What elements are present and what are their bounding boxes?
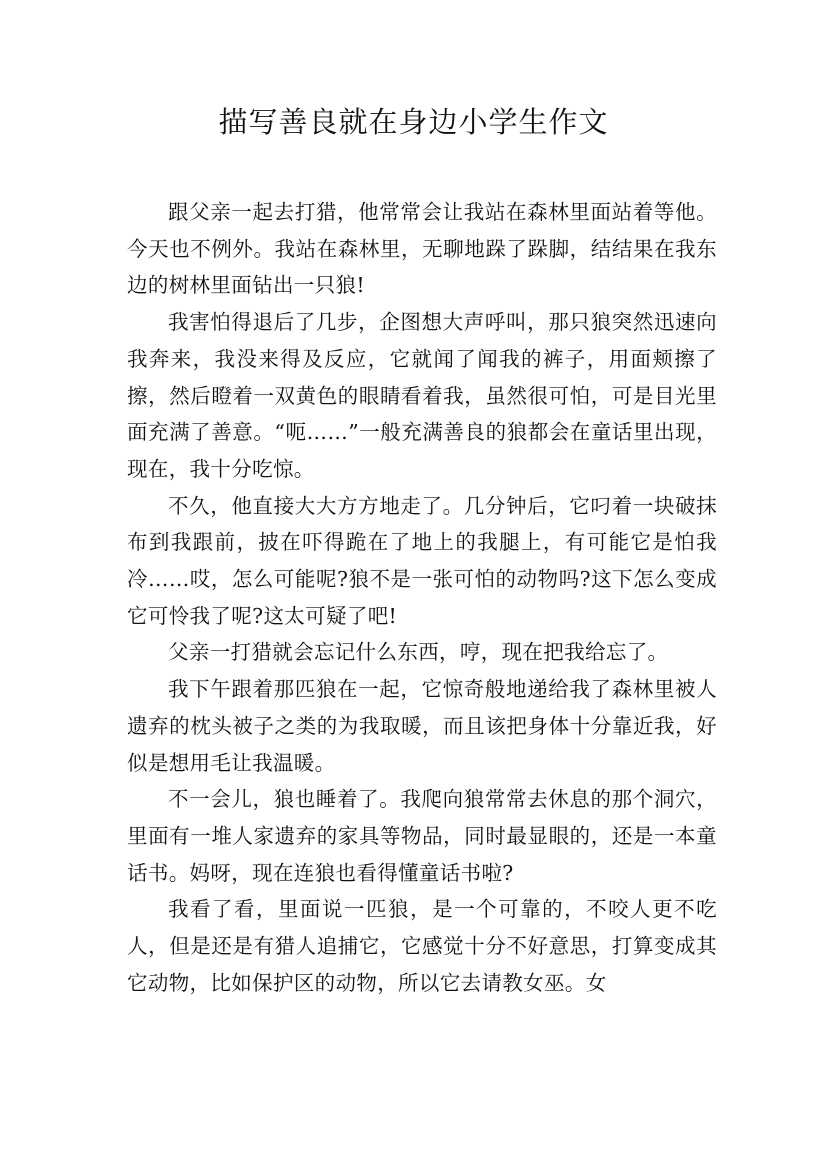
paragraph-3: 不久，他直接大大方方地走了。几分钟后，它叼着一块破抹布到我跟前，披在吓得跪在了地上的我腿上，有可能它是怕我冷……哎，怎么可能呢?狼不是一张可怕的动物吗?这下怎么变成它可怜我了呢?这太可疑了吧! bbox=[127, 493, 717, 628]
paragraph-6: 不一会儿，狼也睡着了。我爬向狼常常去休息的那个洞穴，里面有一堆人家遗弃的家具等物品，同时最显眼的，还是一本童话书。妈呀，现在连狼也看得懂童话书啦? bbox=[127, 787, 717, 885]
paragraph-4: 父亲一打猎就会忘记什么东西，哼，现在把我给忘了。 bbox=[168, 640, 669, 665]
document-title: 描写善良就在身边小学生作文 bbox=[218, 105, 609, 139]
paragraph-1: 跟父亲一起去打猎，他常常会让我站在森林里面站着等他。今天也不例外。我站在森林里，无聊地跺了跺脚，结结果在我东边的树林里面钻出一只狼! bbox=[127, 200, 717, 298]
paragraph-2: 我害怕得退后了几步，企图想大声呼叫，那只狼突然迅速向我奔来，我没来得及反应，它就闻了闻我的裤子，用面颊擦了擦，然后瞪着一双黄色的眼睛看着我，虽然很可怕，可是目光里面充满了善意。“呃……”一般充满善良的狼都会在童话里出现，现在，我十分吃惊。 bbox=[127, 310, 717, 481]
paragraph-5: 我下午跟着那匹狼在一起，它惊奇般地递给我了森林里被人遗弃的枕头被子之类的为我取暖，而且该把身体十分靠近我，好似是想用毛让我温暖。 bbox=[127, 677, 717, 775]
paragraph-7: 我看了看，里面说一匹狼，是一个可靠的，不咬人更不吃人，但是还是有猎人追捕它，它感觉十分不好意思，打算变成其它动物，比如保护区的动物，所以它去请教女巫。女 bbox=[127, 897, 717, 995]
document-body bbox=[127, 194, 717, 1001]
